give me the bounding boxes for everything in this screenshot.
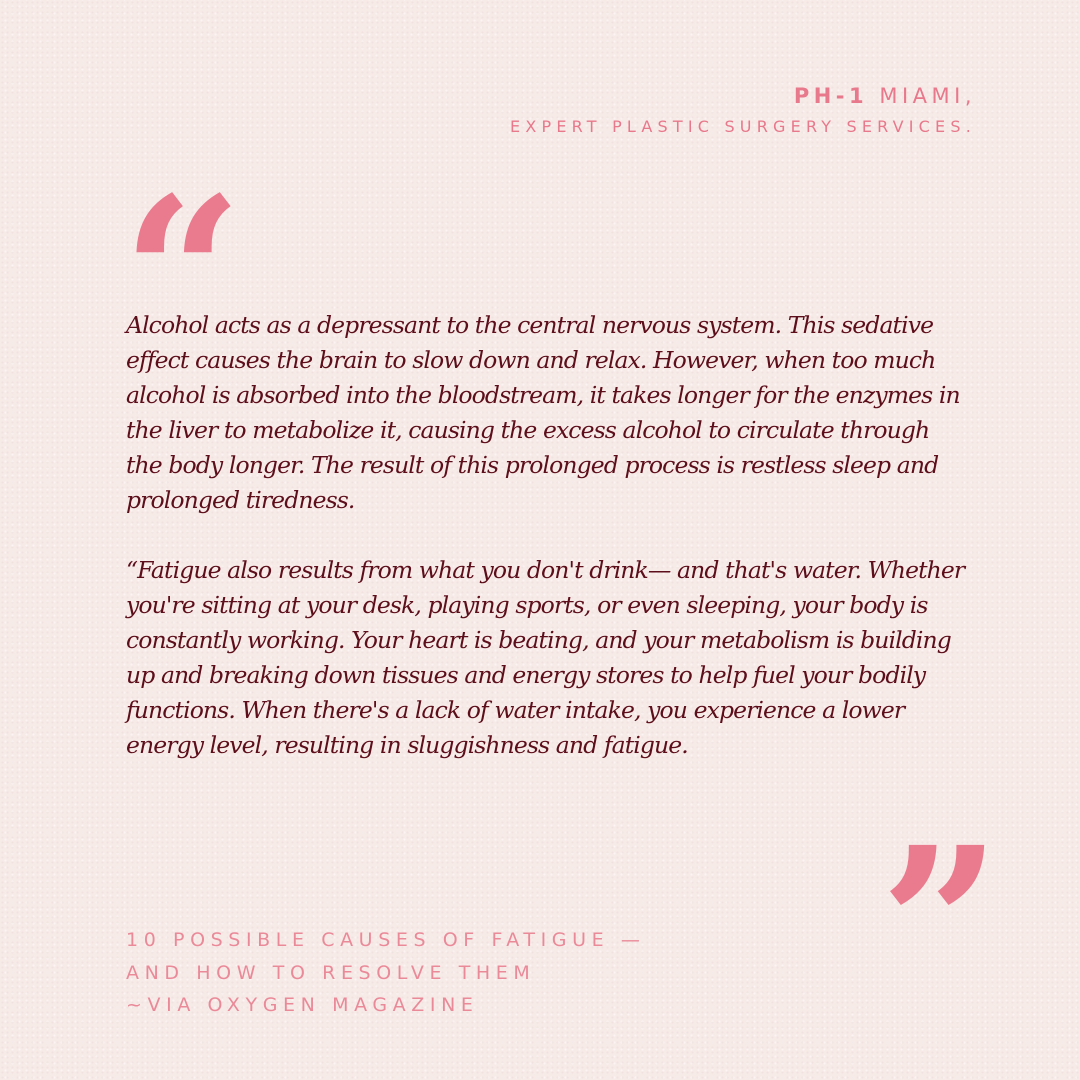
brand-header: [510, 82, 976, 144]
brand-title: [510, 82, 976, 110]
quote-paragraph-1: Alcohol acts as a depressant to the central nervous system. This sedative effect causes the brain to slow down and relax. However, when too much alcohol is absorbed into the bloodstream, it takes longer for the enzymes in the liver to metabolize it, causing the excess alcohol to circulate through the body longer. The result of this prolonged process is restless sleep and prolonged tiredness.: [126, 311, 960, 514]
open-quote-icon: “: [122, 151, 243, 398]
quote-body: [126, 308, 966, 763]
source-citation: [126, 924, 645, 1022]
brand-tagline: EXPERT PLASTIC SURGERY SERVICES.: [510, 117, 976, 136]
source-title-line-2: AND HOW TO RESOLVE THEM: [126, 961, 536, 984]
source-attribution: ~VIA OXYGEN MAGAZINE: [126, 994, 479, 1016]
brand-city: MIAMI,: [879, 84, 976, 108]
brand-name: PH-1: [793, 84, 869, 108]
quote-paragraph-2: “Fatigue also results from what you don't drink— and that's water. Whether you're sitting at your desk, playing sports, or even sleeping, your body is constantly working. Your heart is beating, and your metabolism is building up and breaking down tissues and energy stores to help fuel your bodily functions. When there's a lack of water intake, you experience a lower energy level, resulting in sluggishness and fatigue.: [126, 556, 965, 759]
close-quote-icon: ”: [880, 801, 1001, 1048]
source-title-line-1: 10 POSSIBLE CAUSES OF FATIGUE —: [126, 929, 646, 951]
